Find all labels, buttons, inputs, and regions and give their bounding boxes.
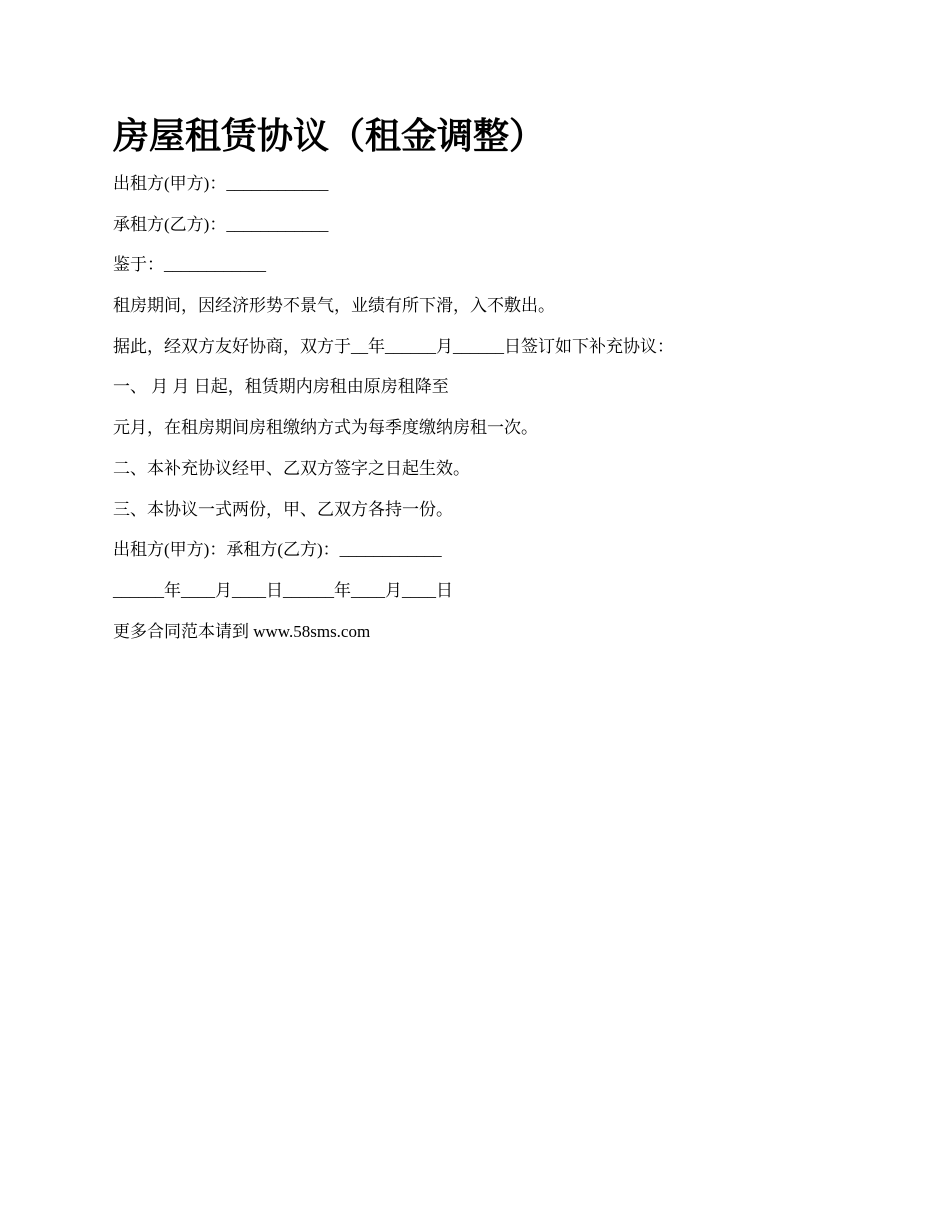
agreement-date-paragraph: 据此，经双方友好协商，双方于__年______月______日签订如下补充协议：	[113, 336, 674, 356]
clause-one: 一、 月 月 日起，租赁期内房租由原房租降至	[113, 377, 449, 397]
signature-parties-line: 出租方(甲方)：承租方(乙方)：____________	[113, 540, 442, 560]
clause-two: 二、本补充协议经甲、乙双方签字之日起生效。	[113, 458, 470, 478]
lessee-line: 承租方(乙方)：____________	[113, 214, 329, 234]
whereas-line: 鉴于：____________	[113, 255, 266, 275]
clause-one-continued: 元月，在租房期间房租缴纳方式为每季度缴纳房租一次。	[113, 418, 538, 438]
document-page	[113, 108, 873, 660]
clause-three: 三、本协议一式两份，甲、乙双方各持一份。	[113, 499, 453, 519]
background-paragraph: 租房期间，因经济形势不景气，业绩有所下滑，入不敷出。	[113, 296, 555, 316]
lessor-line: 出租方(甲方)：____________	[113, 174, 329, 193]
document-title: 房屋租赁协议（租金调整）	[113, 115, 546, 157]
signature-dates-line: ______年____月____日______年____月____日	[113, 580, 453, 600]
footer-link-text: 更多合同范本请到 www.58sms.com	[113, 621, 371, 641]
